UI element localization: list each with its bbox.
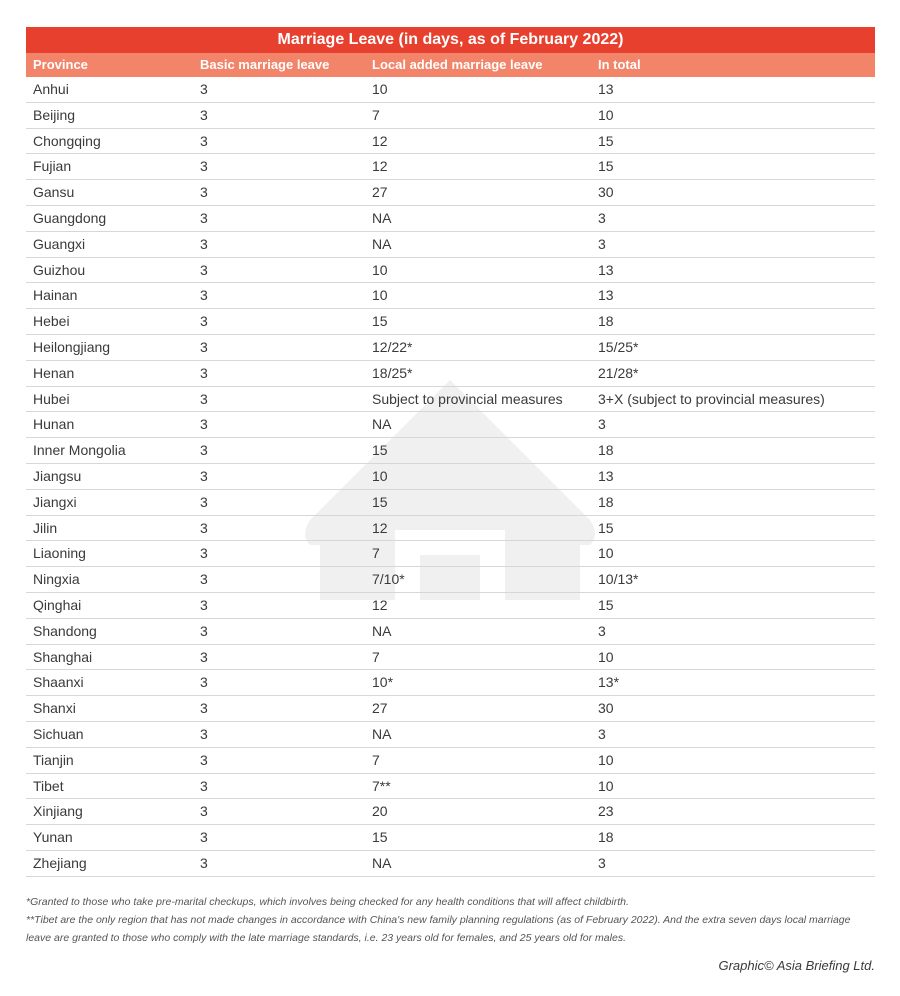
province-cell: Chongqing <box>33 132 101 149</box>
table-row <box>26 438 875 464</box>
header-in-total: In total <box>598 57 641 72</box>
basic-leave-cell: 3 <box>200 545 208 562</box>
province-cell: Liaoning <box>33 545 86 562</box>
basic-leave-cell: 3 <box>200 158 208 175</box>
total-cell: 10/13* <box>598 571 639 588</box>
basic-leave-cell: 3 <box>200 493 208 510</box>
basic-leave-cell: 3 <box>200 261 208 278</box>
total-cell: 3 <box>598 235 606 252</box>
basic-leave-cell: 3 <box>200 674 208 691</box>
basic-leave-cell: 3 <box>200 442 208 459</box>
local-added-cell: 7 <box>372 648 380 665</box>
total-cell: 13 <box>598 287 614 304</box>
table-row <box>26 103 875 129</box>
footnotes <box>26 893 875 947</box>
province-cell: Sichuan <box>33 725 84 742</box>
province-cell: Jiangxi <box>33 493 77 510</box>
local-added-cell: 27 <box>372 700 388 717</box>
local-added-cell: NA <box>372 725 392 742</box>
basic-leave-cell: 3 <box>200 106 208 123</box>
table-row <box>26 283 875 309</box>
table-row <box>26 154 875 180</box>
province-cell: Hebei <box>33 313 70 330</box>
local-added-cell: 10 <box>372 81 388 97</box>
province-cell: Jiangsu <box>33 467 82 484</box>
basic-leave-cell: 3 <box>200 132 208 149</box>
table-row <box>26 335 875 361</box>
table-row <box>26 799 875 825</box>
table-row <box>26 309 875 335</box>
basic-leave-cell: 3 <box>200 622 208 639</box>
total-cell: 30 <box>598 700 614 717</box>
total-cell: 10 <box>598 648 614 665</box>
basic-leave-cell: 3 <box>200 390 208 407</box>
basic-leave-cell: 3 <box>200 235 208 252</box>
local-added-cell: 12 <box>372 158 388 175</box>
table-body <box>26 77 875 877</box>
local-added-cell: 15 <box>372 829 388 846</box>
basic-leave-cell: 3 <box>200 725 208 742</box>
local-added-cell: NA <box>372 854 392 871</box>
table-row <box>26 696 875 722</box>
province-cell: Shanghai <box>33 648 93 665</box>
table-row <box>26 619 875 645</box>
table-row <box>26 567 875 593</box>
local-added-cell: 27 <box>372 184 388 201</box>
local-added-cell: NA <box>372 416 392 433</box>
table-row <box>26 232 875 258</box>
province-cell: Zhejiang <box>33 854 87 871</box>
local-added-cell: 15 <box>372 442 388 459</box>
province-cell: Hunan <box>33 416 75 433</box>
total-cell: 15 <box>598 132 614 149</box>
total-cell: 10 <box>598 106 614 123</box>
header-province: Province <box>33 57 88 72</box>
table-row <box>26 464 875 490</box>
local-added-cell: 12 <box>372 596 388 613</box>
table-row <box>26 412 875 438</box>
basic-leave-cell: 3 <box>200 287 208 304</box>
local-added-cell: 15 <box>372 493 388 510</box>
marriage-leave-table <box>26 27 875 877</box>
local-added-cell: 20 <box>372 803 388 820</box>
province-cell: Beijing <box>33 106 76 123</box>
province-cell: Ningxia <box>33 571 80 588</box>
province-cell: Xinjiang <box>33 803 83 820</box>
local-added-cell: NA <box>372 209 392 226</box>
total-cell: 13 <box>598 81 614 97</box>
total-cell: 15/25* <box>598 338 639 355</box>
basic-leave-cell: 3 <box>200 596 208 613</box>
total-cell: 13 <box>598 261 614 278</box>
total-cell: 3 <box>598 209 606 226</box>
local-added-cell: 12 <box>372 519 388 536</box>
province-cell: Shandong <box>33 622 97 639</box>
local-added-cell: 7** <box>372 777 391 794</box>
local-added-cell: 10 <box>372 287 388 304</box>
province-cell: Anhui <box>33 81 69 97</box>
table-header-row <box>26 53 875 77</box>
province-cell: Tianjin <box>33 751 74 768</box>
basic-leave-cell: 3 <box>200 209 208 226</box>
local-added-cell: 10* <box>372 674 394 691</box>
total-cell: 13* <box>598 674 620 691</box>
basic-leave-cell: 3 <box>200 519 208 536</box>
province-cell: Qinghai <box>33 596 82 613</box>
basic-leave-cell: 3 <box>200 571 208 588</box>
total-cell: 10 <box>598 545 614 562</box>
province-cell: Tibet <box>33 777 64 794</box>
basic-leave-cell: 3 <box>200 416 208 433</box>
basic-leave-cell: 3 <box>200 854 208 871</box>
total-cell: 15 <box>598 519 614 536</box>
total-cell: 3 <box>598 854 606 871</box>
total-cell: 18 <box>598 493 614 510</box>
province-cell: Guangdong <box>33 209 107 226</box>
basic-leave-cell: 3 <box>200 648 208 665</box>
local-added-cell: Subject to provincial measures <box>372 390 563 407</box>
local-added-cell: 18/25* <box>372 364 413 381</box>
total-cell: 13 <box>598 467 614 484</box>
local-added-cell: 15 <box>372 313 388 330</box>
total-cell: 23 <box>598 803 614 820</box>
total-cell: 10 <box>598 751 614 768</box>
table-row <box>26 490 875 516</box>
table-row <box>26 129 875 155</box>
table-row <box>26 258 875 284</box>
table-row <box>26 851 875 877</box>
total-cell: 18 <box>598 442 614 459</box>
table-row <box>26 722 875 748</box>
total-cell: 30 <box>598 184 614 201</box>
header-local-added-leave: Local added marriage leave <box>372 57 543 72</box>
table-row <box>26 361 875 387</box>
table-row <box>26 748 875 774</box>
local-added-cell: 7 <box>372 106 380 123</box>
total-cell: 3+X (subject to provincial measures) <box>598 390 825 407</box>
local-added-cell: 12/22* <box>372 338 413 355</box>
province-cell: Yunan <box>33 829 73 846</box>
total-cell: 3 <box>598 725 606 742</box>
table-row <box>26 774 875 800</box>
local-added-cell: 10 <box>372 261 388 278</box>
province-cell: Guangxi <box>33 235 86 252</box>
table-row <box>26 387 875 413</box>
basic-leave-cell: 3 <box>200 829 208 846</box>
local-added-cell: 7 <box>372 751 380 768</box>
basic-leave-cell: 3 <box>200 364 208 381</box>
province-cell: Hainan <box>33 287 78 304</box>
province-cell: Inner Mongolia <box>33 442 126 459</box>
total-cell: 18 <box>598 829 614 846</box>
local-added-cell: 7 <box>372 545 380 562</box>
table-row <box>26 670 875 696</box>
basic-leave-cell: 3 <box>200 338 208 355</box>
total-cell: 3 <box>598 622 606 639</box>
province-cell: Shanxi <box>33 700 76 717</box>
table-row <box>26 541 875 567</box>
table-row <box>26 180 875 206</box>
local-added-cell: 10 <box>372 467 388 484</box>
graphic-credit: Graphic© Asia Briefing Ltd. <box>718 958 875 973</box>
footnote-double-asterisk: **Tibet are the only region that has not made changes in accordance with China's new family planning regulations (as of February 2022). And the extra seven days local marriage leave are granted to those who comply with the late marriage standards, i.e. 23 years old for females, and 25 years old for males. <box>26 914 851 944</box>
local-added-cell: 7/10* <box>372 571 405 588</box>
province-cell: Shaanxi <box>33 674 84 691</box>
basic-leave-cell: 3 <box>200 184 208 201</box>
basic-leave-cell: 3 <box>200 313 208 330</box>
total-cell: 3 <box>598 416 606 433</box>
table-row <box>26 593 875 619</box>
table-title: Marriage Leave (in days, as of February 2022) <box>26 27 875 53</box>
basic-leave-cell: 3 <box>200 803 208 820</box>
header-basic-leave: Basic marriage leave <box>200 57 330 72</box>
table-row <box>26 825 875 851</box>
province-cell: Guizhou <box>33 261 86 278</box>
local-added-cell: NA <box>372 622 392 639</box>
table-row <box>26 516 875 542</box>
table-row <box>26 77 875 103</box>
province-cell: Fujian <box>33 158 72 175</box>
total-cell: 21/28* <box>598 364 639 381</box>
basic-leave-cell: 3 <box>200 751 208 768</box>
province-cell: Jilin <box>33 519 58 536</box>
province-cell: Hubei <box>33 390 70 407</box>
total-cell: 18 <box>598 313 614 330</box>
basic-leave-cell: 3 <box>200 81 208 97</box>
basic-leave-cell: 3 <box>200 467 208 484</box>
total-cell: 10 <box>598 777 614 794</box>
total-cell: 15 <box>598 158 614 175</box>
province-cell: Gansu <box>33 184 75 201</box>
basic-leave-cell: 3 <box>200 777 208 794</box>
basic-leave-cell: 3 <box>200 700 208 717</box>
province-cell: Henan <box>33 364 75 381</box>
province-cell: Heilongjiang <box>33 338 111 355</box>
local-added-cell: 12 <box>372 132 388 149</box>
table-row <box>26 206 875 232</box>
footnote-single-asterisk: *Granted to those who take pre-marital checkups, which involves being checked for any health conditions that will affect childbirth. <box>26 896 629 908</box>
total-cell: 15 <box>598 596 614 613</box>
table-row <box>26 645 875 671</box>
local-added-cell: NA <box>372 235 392 252</box>
